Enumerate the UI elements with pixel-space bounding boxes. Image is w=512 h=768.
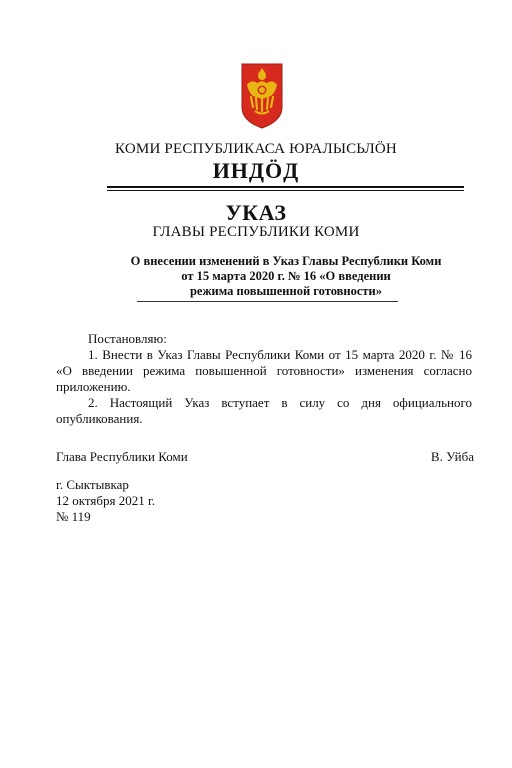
document-number: № 119 xyxy=(56,509,91,524)
body-paragraph: 1. Внести в Указ Главы Республики Коми от 15 марта 2020 г. № 16 «О введении режима повышенной готовности» изменения согласно приложению. xyxy=(56,347,472,394)
document-footer xyxy=(56,477,155,525)
republic-line: КОМИ РЕСПУБЛИКАСА ЮРАЛЫСЬЛӦН xyxy=(115,141,397,157)
header-divider-thin xyxy=(107,190,464,191)
subject-underline xyxy=(137,301,398,302)
document-place: г. Сыктывкар xyxy=(56,477,129,492)
subject-line: режима повышенной готовности» xyxy=(189,284,382,298)
komi-coat-of-arms-icon xyxy=(241,63,283,129)
header-divider-thick xyxy=(107,186,464,188)
document-title: УКАЗ xyxy=(225,200,287,225)
document-subject xyxy=(100,254,472,299)
body-paragraph: 2. Настоящий Указ вступает в силу со дня официального опубликования. xyxy=(56,395,472,426)
signatory-position: Глава Республики Коми xyxy=(56,449,188,464)
signatory-name: В. Уйба xyxy=(430,449,474,464)
document-body xyxy=(56,331,472,427)
document-date: 12 октября 2021 г. xyxy=(56,493,156,508)
body-paragraph: Постановляю: xyxy=(88,331,167,346)
document-issuer: ГЛАВЫ РЕСПУБЛИКИ КОМИ xyxy=(152,224,360,240)
subject-line: О внесении изменений в Указ Главы Республики Коми xyxy=(130,254,442,268)
indod-heading: ИНДӦД xyxy=(212,158,300,183)
subject-line: от 15 марта 2020 г. № 16 «О введении xyxy=(181,269,391,283)
